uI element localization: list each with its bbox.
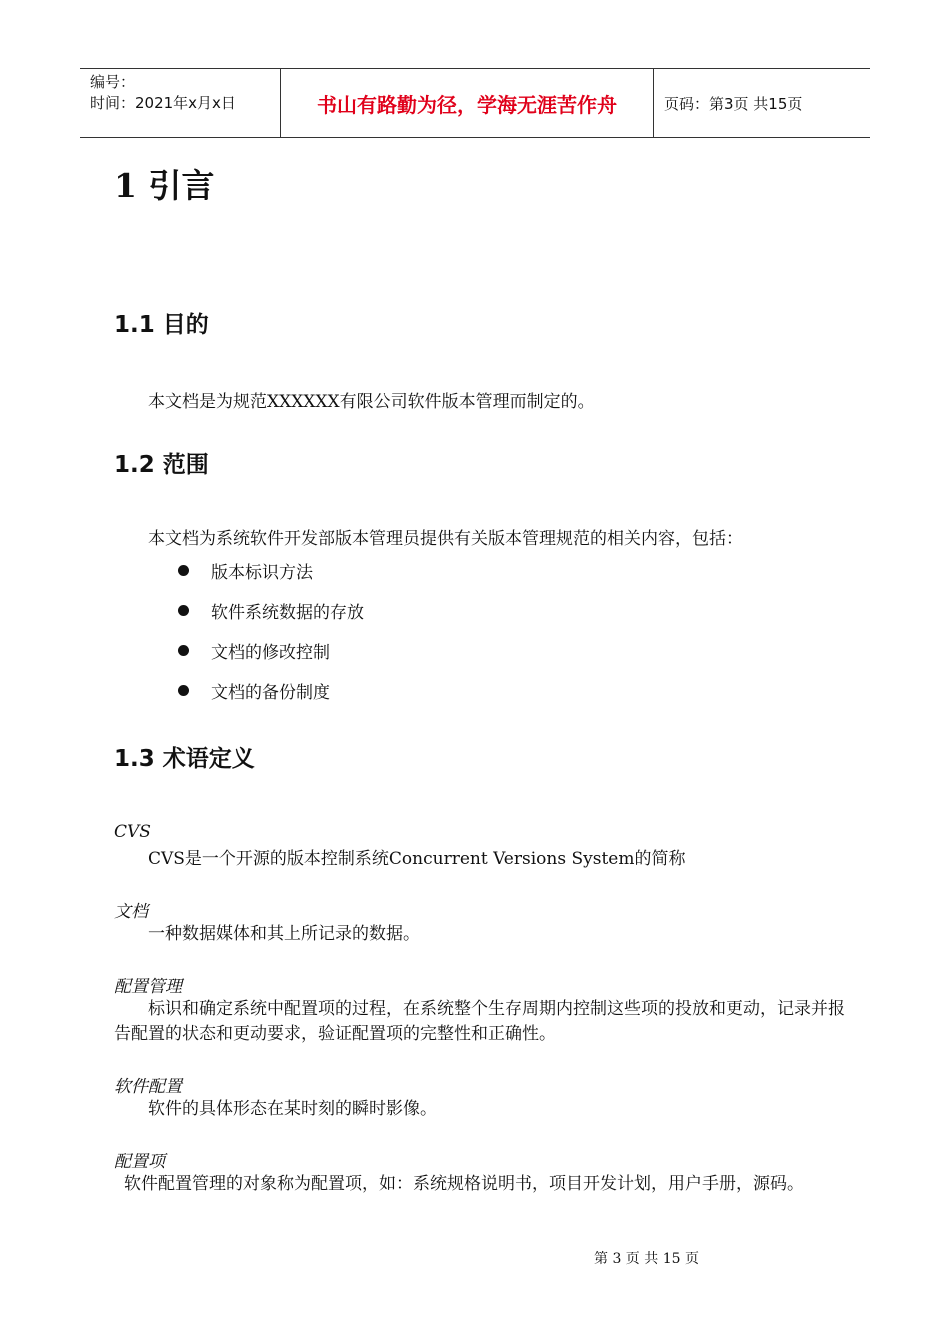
term-label: 软件配置: [114, 1077, 182, 1097]
term-definition: CVS是一个开源的版本控制系统Concurrent Versions System的简称: [148, 849, 686, 869]
bullet-icon: [178, 685, 189, 696]
purpose-text: 本文档是为规范XXXXXX有限公司软件版本管理而制定的。: [148, 392, 595, 412]
term-label: 配置项: [114, 1152, 165, 1172]
bullet-icon: [178, 605, 189, 616]
header-meta-cell: [80, 69, 281, 137]
term-label: CVS: [114, 822, 151, 842]
header-number: 编号：: [90, 73, 136, 91]
list-item-text: 文档的备份制度: [211, 683, 330, 703]
list-item-text: 文档的修改控制: [211, 643, 330, 663]
list-item: [178, 598, 364, 623]
heading-terms: 1.3 术语定义: [114, 746, 255, 772]
term-label: 配置管理: [114, 977, 182, 997]
bullet-icon: [178, 645, 189, 656]
page-header: [80, 68, 870, 138]
term-definition: 一种数据媒体和其上所记录的数据。: [148, 924, 420, 944]
page-footer: 第 3 页 共 15 页: [594, 1251, 699, 1267]
header-motto: 书山有路勤为径，学海无涯苦作舟: [281, 69, 654, 137]
term-label: 文档: [114, 902, 148, 922]
heading-introduction: 1 引言: [114, 166, 215, 205]
heading-purpose: 1.1 目的: [114, 312, 209, 338]
bullet-icon: [178, 565, 189, 576]
header-time: 时间：2021年x月x日: [90, 94, 236, 112]
list-item: [178, 638, 330, 663]
list-item-text: 版本标识方法: [211, 563, 313, 583]
heading-scope: 1.2 范围: [114, 452, 209, 478]
list-item-text: 软件系统数据的存放: [211, 603, 364, 623]
header-page-info: 页码：第3页 共15页: [664, 94, 803, 113]
list-item: [178, 678, 330, 703]
term-definition: 软件的具体形态在某时刻的瞬时影像。: [148, 1099, 437, 1119]
term-definition: 标识和确定系统中配置项的过程，在系统整个生存周期内控制这些项的投放和更动，记录并报告配置的状态和更动要求，验证配置项的完整性和正确性。: [114, 999, 845, 1044]
list-item: [178, 558, 313, 583]
scope-text: 本文档为系统软件开发部版本管理员提供有关版本管理规范的相关内容，包括：: [148, 529, 743, 549]
term-definition: 软件配置管理的对象称为配置项，如：系统规格说明书，项目开发计划，用户手册，源码。: [124, 1174, 804, 1194]
